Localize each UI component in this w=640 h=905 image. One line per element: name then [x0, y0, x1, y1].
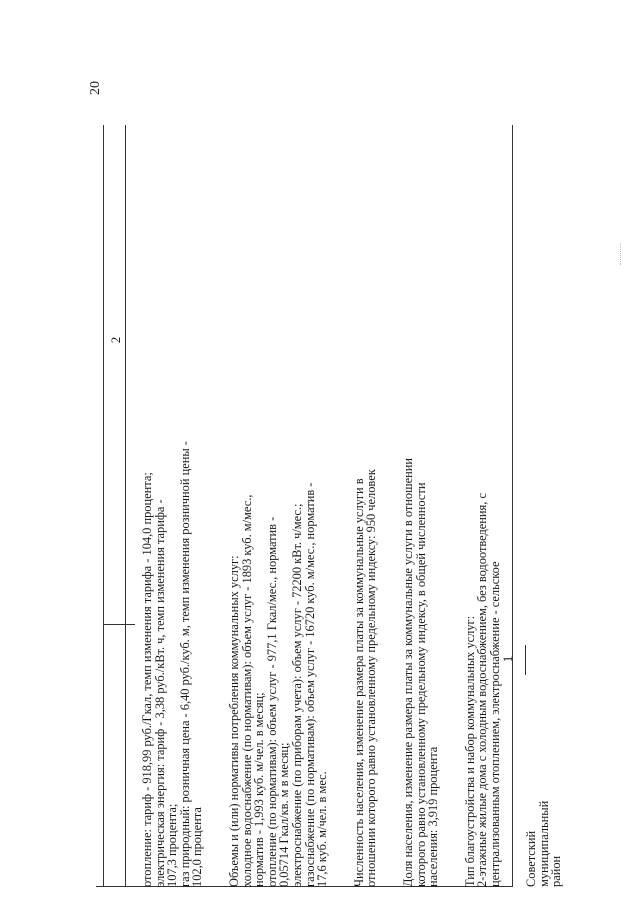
housing-paragraph [464, 135, 502, 887]
text-line: электроснабжение (по приборам учета): объем услуг - 72200 кВт. ч/мес.; [289, 503, 304, 887]
page-number: 20 [88, 81, 103, 95]
column-divider-lower [125, 624, 135, 625]
text-line: электрическая энергия: тариф - 3,38 руб./кВт. ч, темп изменения тарифа - [152, 499, 167, 887]
population-paragraph [353, 135, 378, 887]
text-line: район [549, 855, 564, 887]
text-line: Доля населения, изменение размера платы за коммунальные услуги в отношении [400, 457, 415, 887]
text-line: населения: 3,919 процента [426, 746, 441, 887]
column-divider [103, 624, 125, 625]
text-line: Численность населения, изменение размера платы за коммунальные услуги в [351, 478, 366, 887]
column-1-header: 1 [500, 655, 515, 663]
share-paragraph [402, 135, 440, 887]
table-header-divider [125, 125, 126, 887]
text-line: газоснабжение (по нормативам): объем услуг - 16720 куб. м/мес., норматив - [302, 482, 317, 887]
column-2-header: 2 [108, 336, 123, 344]
text-line: 17,6 куб. м/чел. в мес. [315, 771, 330, 887]
text-line: 0,05714 Гкал/кв. м в месяц; [277, 742, 292, 887]
table-top-border [103, 125, 104, 887]
text-line: норматив - 1,993 куб. м/чел. в месяц; [252, 692, 267, 887]
text-line: централизованным отоплением, электроснабжение - сельское [487, 561, 502, 887]
text-line: холодное водоснабжение (по нормативам): объем услуг - 1893 куб. м/мес., [239, 494, 254, 887]
scratch-mark [620, 243, 621, 265]
text-line: отопление: тариф - 918,99 руб./Гкал, темп изменения тарифа - 104,0 процента; [140, 472, 154, 887]
text-line: отношении которого равно установленному предельному индексу: 950 человек [364, 469, 379, 887]
text-line: газ природный: розничная цена - 6,40 руб./куб. м, темп изменения розничной цены - [177, 441, 192, 887]
text-line: отопление (по нормативам): объем услуг - 977,1 Гкал/мес., норматив - [264, 516, 279, 887]
district-name [525, 767, 563, 887]
tariffs-paragraph [141, 135, 204, 887]
norms-paragraph [228, 135, 329, 887]
text-line: которого равно установленному предельному индексу, в общей численности [413, 482, 428, 887]
text-line: 102,0 процента [190, 807, 205, 887]
text-line: 107,3 процента; [165, 803, 180, 887]
text-line: Объемы и (или) нормативы потребления коммунальных услуг: [226, 555, 241, 887]
text-line: Советский муниципальный [524, 800, 551, 887]
text-line: Тип благоустройства и набор коммунальных услуг: [462, 615, 477, 887]
column-2-content [141, 135, 525, 887]
text-line: 2-этажные жилые дома с холодным водоснабжением, без водоотведения, с [475, 493, 490, 887]
